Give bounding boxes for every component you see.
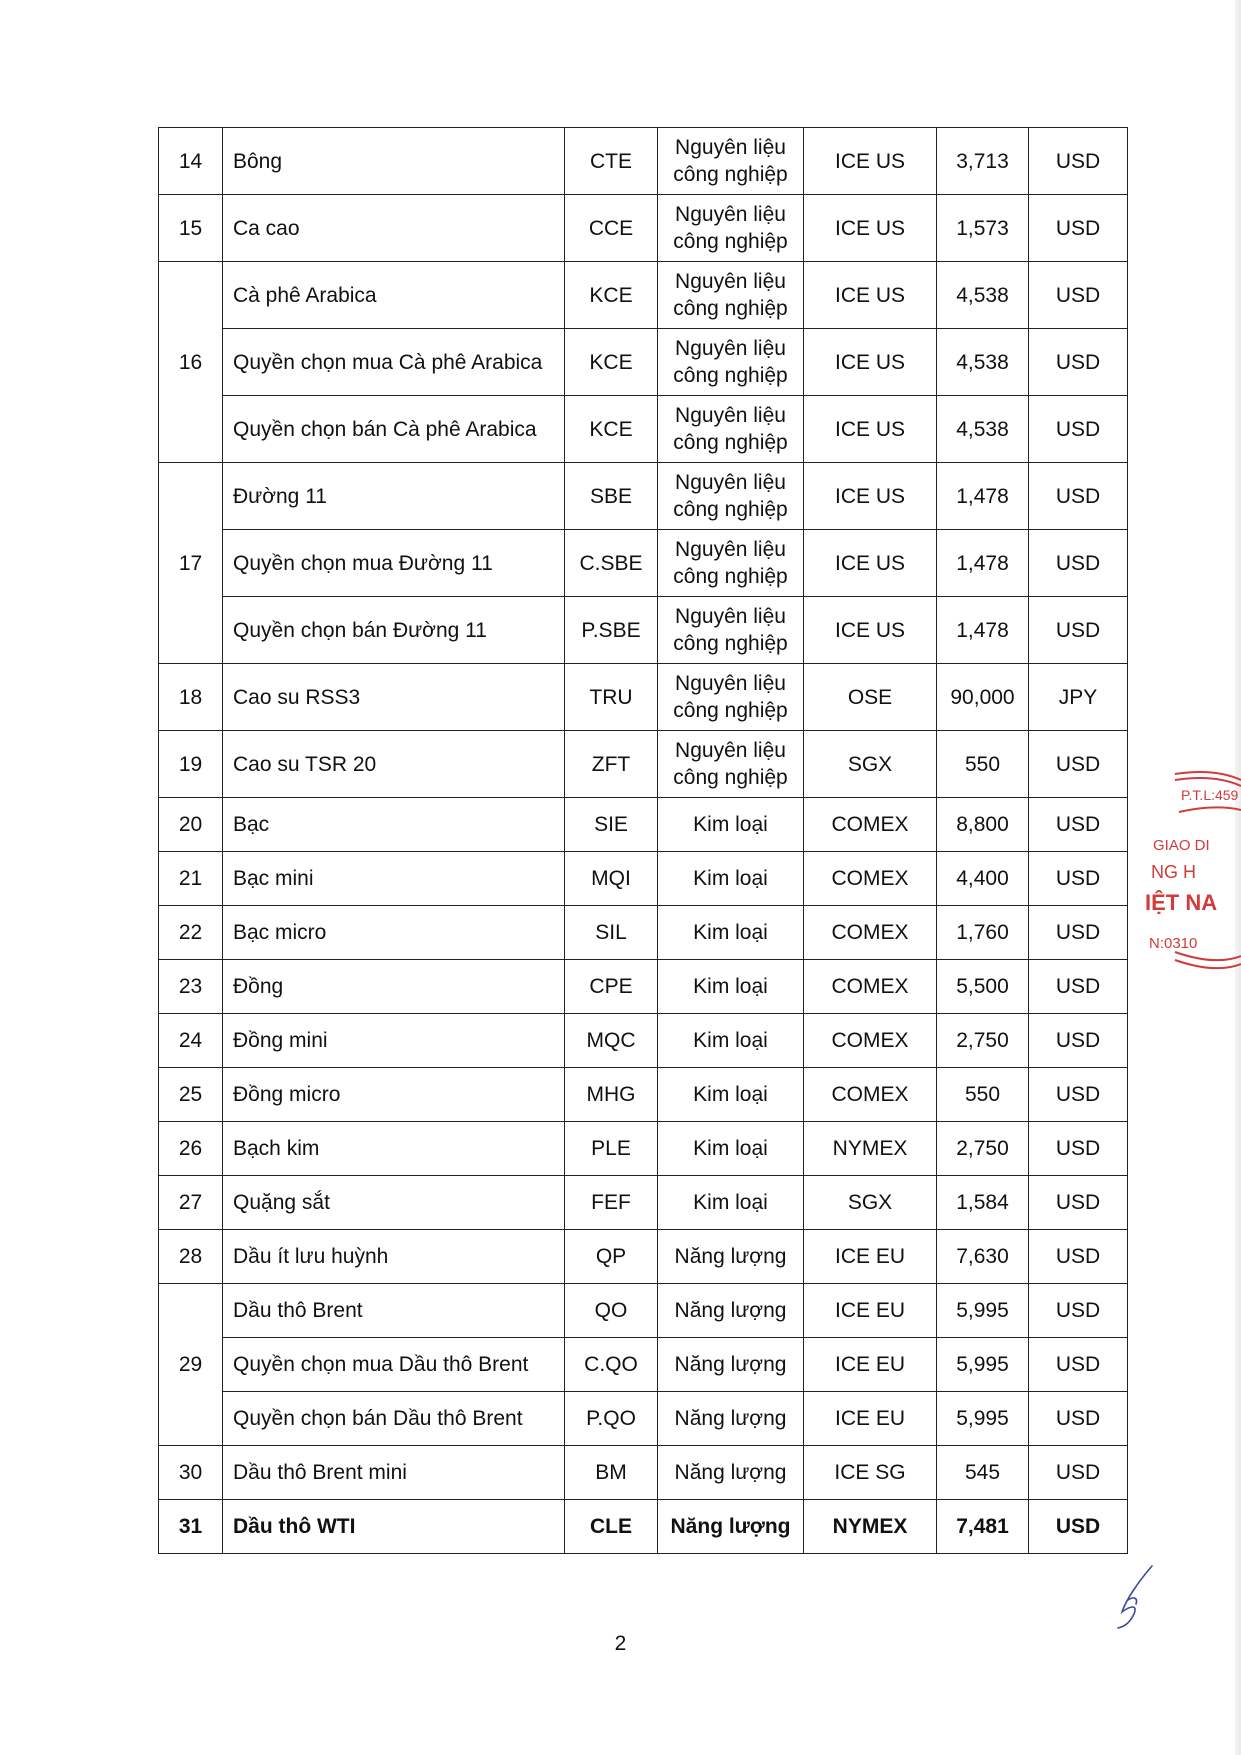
commodity-group: Nguyên liệu công nghiệp xyxy=(658,731,804,798)
currency: USD xyxy=(1029,852,1128,906)
commodity-group: Kim loại xyxy=(658,1068,804,1122)
table-row xyxy=(159,1122,1128,1176)
commodity-code: SIE xyxy=(565,798,658,852)
table-row xyxy=(159,1014,1128,1068)
commodity-name: Bạch kim xyxy=(223,1122,565,1176)
table-row xyxy=(159,597,1128,664)
exchange-name: COMEX xyxy=(804,1068,937,1122)
exchange-name: COMEX xyxy=(804,960,937,1014)
margin-value: 550 xyxy=(937,731,1029,798)
row-number: 14 xyxy=(159,128,223,195)
commodity-group: Năng lượng xyxy=(658,1338,804,1392)
row-number: 26 xyxy=(159,1122,223,1176)
commodity-name: Bạc mini xyxy=(223,852,565,906)
row-number: 18 xyxy=(159,664,223,731)
commodity-code: QO xyxy=(565,1284,658,1338)
margin-value: 5,995 xyxy=(937,1284,1029,1338)
row-number: 30 xyxy=(159,1446,223,1500)
table-row xyxy=(159,1230,1128,1284)
currency: USD xyxy=(1029,1338,1128,1392)
commodity-group: Kim loại xyxy=(658,852,804,906)
commodity-group: Năng lượng xyxy=(658,1284,804,1338)
margin-value: 8,800 xyxy=(937,798,1029,852)
commodity-group: Năng lượng xyxy=(658,1446,804,1500)
margin-value: 5,995 xyxy=(937,1338,1029,1392)
commodity-name: Đồng micro xyxy=(223,1068,565,1122)
stamp-line-5: N:0310 xyxy=(1149,935,1198,952)
exchange-name: ICE EU xyxy=(804,1230,937,1284)
commodity-code: CLE xyxy=(565,1500,658,1554)
table-row xyxy=(159,530,1128,597)
commodity-group: Kim loại xyxy=(658,798,804,852)
row-number: 17 xyxy=(159,463,223,664)
row-number: 23 xyxy=(159,960,223,1014)
row-number: 27 xyxy=(159,1176,223,1230)
commodity-name: Quyền chọn mua Dầu thô Brent xyxy=(223,1338,565,1392)
commodity-code: ZFT xyxy=(565,731,658,798)
commodity-code: KCE xyxy=(565,329,658,396)
commodity-name: Đồng xyxy=(223,960,565,1014)
exchange-name: ICE EU xyxy=(804,1284,937,1338)
currency: USD xyxy=(1029,329,1128,396)
currency: USD xyxy=(1029,396,1128,463)
exchange-name: ICE US xyxy=(804,396,937,463)
commodity-name: Bông xyxy=(223,128,565,195)
commodity-name: Quyền chọn mua Đường 11 xyxy=(223,530,565,597)
commodity-name: Dầu thô WTI xyxy=(223,1500,565,1554)
commodity-group: Nguyên liệu công nghiệp xyxy=(658,329,804,396)
commodity-group: Kim loại xyxy=(658,1176,804,1230)
margin-value: 550 xyxy=(937,1068,1029,1122)
stamp-line-4: IỆT NA xyxy=(1145,890,1218,915)
row-number: 21 xyxy=(159,852,223,906)
commodity-group: Năng lượng xyxy=(658,1500,804,1554)
commodity-group: Kim loại xyxy=(658,960,804,1014)
margin-value: 4,538 xyxy=(937,262,1029,329)
table-row xyxy=(159,1176,1128,1230)
commodity-code: SIL xyxy=(565,906,658,960)
commodity-group: Nguyên liệu công nghiệp xyxy=(658,262,804,329)
table-row xyxy=(159,1446,1128,1500)
commodity-name: Cao su TSR 20 xyxy=(223,731,565,798)
currency: USD xyxy=(1029,1014,1128,1068)
exchange-name: COMEX xyxy=(804,798,937,852)
exchange-name: ICE US xyxy=(804,597,937,664)
stamp-line-3: NG H xyxy=(1151,862,1196,882)
exchange-name: ICE SG xyxy=(804,1446,937,1500)
table-row xyxy=(159,262,1128,329)
row-number: 24 xyxy=(159,1014,223,1068)
commodity-code: CTE xyxy=(565,128,658,195)
commodity-code: P.SBE xyxy=(565,597,658,664)
commodity-code: CCE xyxy=(565,195,658,262)
exchange-name: ICE EU xyxy=(804,1392,937,1446)
commodity-code: MHG xyxy=(565,1068,658,1122)
commodity-group: Nguyên liệu công nghiệp xyxy=(658,463,804,530)
exchange-name: ICE EU xyxy=(804,1338,937,1392)
exchange-name: OSE xyxy=(804,664,937,731)
margin-value: 1,478 xyxy=(937,463,1029,530)
commodity-group: Năng lượng xyxy=(658,1230,804,1284)
margin-value: 1,760 xyxy=(937,906,1029,960)
commodity-group: Nguyên liệu công nghiệp xyxy=(658,664,804,731)
commodity-name: Cao su RSS3 xyxy=(223,664,565,731)
currency: USD xyxy=(1029,463,1128,530)
commodity-code: CPE xyxy=(565,960,658,1014)
margin-value: 1,478 xyxy=(937,530,1029,597)
table-row xyxy=(159,906,1128,960)
currency: USD xyxy=(1029,1230,1128,1284)
table-row xyxy=(159,664,1128,731)
commodity-group: Kim loại xyxy=(658,1014,804,1068)
currency: USD xyxy=(1029,798,1128,852)
margin-value: 2,750 xyxy=(937,1122,1029,1176)
row-number: 20 xyxy=(159,798,223,852)
commodity-group: Kim loại xyxy=(658,906,804,960)
exchange-name: ICE US xyxy=(804,530,937,597)
commodity-code: FEF xyxy=(565,1176,658,1230)
commodity-name: Ca cao xyxy=(223,195,565,262)
margin-value: 5,995 xyxy=(937,1392,1029,1446)
currency: JPY xyxy=(1029,664,1128,731)
table-row xyxy=(159,1284,1128,1338)
table-row xyxy=(159,798,1128,852)
currency: USD xyxy=(1029,906,1128,960)
currency: USD xyxy=(1029,597,1128,664)
currency: USD xyxy=(1029,195,1128,262)
commodity-name: Cà phê Arabica xyxy=(223,262,565,329)
margin-value: 4,400 xyxy=(937,852,1029,906)
margin-value: 4,538 xyxy=(937,329,1029,396)
exchange-name: ICE US xyxy=(804,128,937,195)
row-number: 22 xyxy=(159,906,223,960)
table-row xyxy=(159,1500,1128,1554)
stamp-line-2: GIAO DI xyxy=(1153,837,1210,854)
margin-value: 7,481 xyxy=(937,1500,1029,1554)
exchange-name: SGX xyxy=(804,1176,937,1230)
exchange-name: NYMEX xyxy=(804,1500,937,1554)
commodity-code: P.QO xyxy=(565,1392,658,1446)
commodity-name: Đường 11 xyxy=(223,463,565,530)
table-row xyxy=(159,1392,1128,1446)
margin-value: 7,630 xyxy=(937,1230,1029,1284)
table-row xyxy=(159,463,1128,530)
commodity-name: Quyền chọn bán Cà phê Arabica xyxy=(223,396,565,463)
commodity-code: PLE xyxy=(565,1122,658,1176)
commodity-group: Nguyên liệu công nghiệp xyxy=(658,597,804,664)
currency: USD xyxy=(1029,1068,1128,1122)
commodity-name: Quyền chọn mua Cà phê Arabica xyxy=(223,329,565,396)
currency: USD xyxy=(1029,1500,1128,1554)
commodity-code: QP xyxy=(565,1230,658,1284)
commodity-code: C.QO xyxy=(565,1338,658,1392)
commodity-name: Dầu ít lưu huỳnh xyxy=(223,1230,565,1284)
currency: USD xyxy=(1029,960,1128,1014)
row-number: 19 xyxy=(159,731,223,798)
row-number: 25 xyxy=(159,1068,223,1122)
commodity-group: Nguyên liệu công nghiệp xyxy=(658,195,804,262)
exchange-name: ICE US xyxy=(804,329,937,396)
commodity-name: Đồng mini xyxy=(223,1014,565,1068)
stamp-line-1: P.T.L:459 xyxy=(1181,787,1239,803)
row-number: 29 xyxy=(159,1284,223,1446)
commodity-code: TRU xyxy=(565,664,658,731)
exchange-name: COMEX xyxy=(804,852,937,906)
row-number: 15 xyxy=(159,195,223,262)
commodity-code: MQI xyxy=(565,852,658,906)
commodity-code: BM xyxy=(565,1446,658,1500)
table-row xyxy=(159,960,1128,1014)
currency: USD xyxy=(1029,1392,1128,1446)
signature-scribble-icon xyxy=(1108,1560,1168,1630)
commodity-name: Quyền chọn bán Đường 11 xyxy=(223,597,565,664)
currency: USD xyxy=(1029,128,1128,195)
row-number: 31 xyxy=(159,1500,223,1554)
currency: USD xyxy=(1029,530,1128,597)
table-row xyxy=(159,1338,1128,1392)
commodity-group: Kim loại xyxy=(658,1122,804,1176)
commodity-code: C.SBE xyxy=(565,530,658,597)
margin-value: 3,713 xyxy=(937,128,1029,195)
commodity-group: Nguyên liệu công nghiệp xyxy=(658,530,804,597)
table-row xyxy=(159,396,1128,463)
margin-value: 1,584 xyxy=(937,1176,1029,1230)
currency: USD xyxy=(1029,1176,1128,1230)
commodity-code: SBE xyxy=(565,463,658,530)
exchange-name: COMEX xyxy=(804,1014,937,1068)
commodity-name: Dầu thô Brent xyxy=(223,1284,565,1338)
margin-value: 545 xyxy=(937,1446,1029,1500)
table-row xyxy=(159,195,1128,262)
exchange-name: ICE US xyxy=(804,195,937,262)
table-row xyxy=(159,731,1128,798)
table-row xyxy=(159,329,1128,396)
currency: USD xyxy=(1029,731,1128,798)
table-row xyxy=(159,128,1128,195)
margin-value: 4,538 xyxy=(937,396,1029,463)
currency: USD xyxy=(1029,1122,1128,1176)
row-number: 16 xyxy=(159,262,223,463)
commodity-name: Dầu thô Brent mini xyxy=(223,1446,565,1500)
commodity-code: KCE xyxy=(565,396,658,463)
exchange-name: ICE US xyxy=(804,262,937,329)
exchange-name: NYMEX xyxy=(804,1122,937,1176)
commodity-group: Năng lượng xyxy=(658,1392,804,1446)
exchange-name: ICE US xyxy=(804,463,937,530)
page-number: 2 xyxy=(614,1632,627,1655)
margin-value: 90,000 xyxy=(937,664,1029,731)
commodity-group: Nguyên liệu công nghiệp xyxy=(658,128,804,195)
commodity-code: KCE xyxy=(565,262,658,329)
commodity-name: Quyền chọn bán Dầu thô Brent xyxy=(223,1392,565,1446)
commodity-name: Bạc xyxy=(223,798,565,852)
margin-value: 5,500 xyxy=(937,960,1029,1014)
currency: USD xyxy=(1029,262,1128,329)
exchange-name: COMEX xyxy=(804,906,937,960)
margin-value: 1,573 xyxy=(937,195,1029,262)
table-row xyxy=(159,1068,1128,1122)
exchange-name: SGX xyxy=(804,731,937,798)
table-row xyxy=(159,852,1128,906)
company-seal-stamp xyxy=(1135,770,1241,1000)
commodity-code: MQC xyxy=(565,1014,658,1068)
table-body xyxy=(159,128,1128,1554)
margin-table xyxy=(158,127,1128,1554)
commodity-name: Bạc micro xyxy=(223,906,565,960)
margin-value: 2,750 xyxy=(937,1014,1029,1068)
commodity-group: Nguyên liệu công nghiệp xyxy=(658,396,804,463)
currency: USD xyxy=(1029,1446,1128,1500)
row-number: 28 xyxy=(159,1230,223,1284)
currency: USD xyxy=(1029,1284,1128,1338)
margin-value: 1,478 xyxy=(937,597,1029,664)
commodity-name: Quặng sắt xyxy=(223,1176,565,1230)
